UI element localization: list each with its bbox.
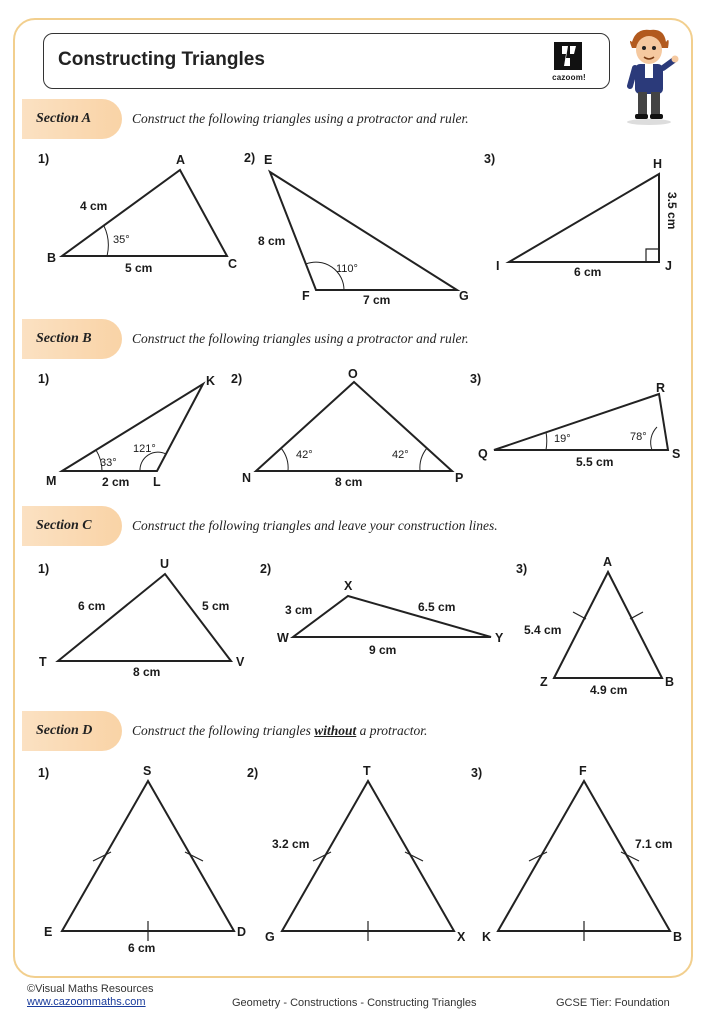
vertex-label: G (265, 930, 275, 944)
vertex-label: K (482, 930, 492, 944)
vertex-label: S (143, 764, 152, 778)
side-label: 7 cm (363, 293, 391, 307)
side-label: 2 cm (102, 475, 130, 489)
section-b-instruction: Construct the following triangles using a protractor and ruler. (132, 331, 469, 346)
angle-arc-b2-n (281, 448, 288, 471)
vertex-label: X (457, 930, 466, 944)
vertex-label: B (673, 930, 683, 944)
section-b-label: Section B (36, 331, 92, 346)
angle-arc-b3-s (651, 427, 657, 450)
side-label: 8 cm (258, 234, 286, 248)
side-label: 3 cm (285, 603, 313, 617)
vertex-label: H (653, 157, 663, 171)
vertex-label: A (603, 555, 613, 569)
vertex-label: M (46, 474, 57, 488)
section-d-label: Section D (36, 723, 93, 738)
side-label: 7.1 cm (635, 837, 673, 851)
triangle-b1 (62, 384, 203, 471)
angle-label: 19° (554, 433, 571, 445)
tick-mark-c3-left (573, 612, 586, 619)
q-num-a2: 2) (244, 151, 256, 165)
triangle-a2 (270, 172, 457, 290)
q-num-a3: 3) (484, 152, 496, 166)
vertex-label: E (44, 925, 53, 939)
vertex-label: G (459, 289, 469, 303)
vertex-label: A (176, 153, 186, 167)
vertex-label: F (302, 289, 310, 303)
vertex-label: U (160, 557, 170, 571)
side-label: 6.5 cm (418, 600, 456, 614)
side-label: 9 cm (369, 643, 397, 657)
angle-label: 42° (296, 449, 313, 461)
triangle-d1 (62, 781, 234, 931)
triangle-b2 (256, 382, 452, 471)
angle-label: 121° (133, 443, 156, 455)
side-label: 5.4 cm (524, 623, 562, 637)
footer-tier: GCSE Tier: Foundation (556, 997, 670, 1009)
side-label: 5 cm (125, 261, 153, 275)
side-label: 4 cm (80, 199, 108, 213)
vertex-label: O (348, 367, 358, 381)
angle-arc-b2-p (420, 448, 427, 471)
side-label: 5.5 cm (576, 455, 614, 469)
angle-label: 110° (336, 263, 358, 275)
right-angle-mark-a3 (646, 249, 659, 262)
q-num-c2: 2) (260, 562, 272, 576)
vertex-label: F (579, 764, 587, 778)
triangle-c1 (58, 574, 231, 661)
vertex-label: I (496, 259, 500, 273)
side-label: 6 cm (574, 265, 602, 279)
q-num-d1: 1) (38, 766, 50, 780)
vertex-label: B (47, 251, 57, 265)
vertex-label: L (153, 475, 161, 489)
side-label: 3.2 cm (272, 837, 310, 851)
triangle-c2 (293, 596, 491, 637)
vertex-label: E (264, 153, 273, 167)
angle-label: 35° (113, 234, 130, 246)
triangle-a1 (62, 170, 227, 256)
angle-arc-a1 (104, 226, 108, 256)
vertex-label: W (277, 631, 289, 645)
q-num-d2: 2) (247, 766, 259, 780)
vertex-label: P (455, 471, 464, 485)
section-c-label: Section C (36, 518, 92, 533)
q-num-c3: 3) (516, 562, 528, 576)
q-num-b3: 3) (470, 372, 482, 386)
side-label: 8 cm (133, 665, 161, 679)
angle-arc-b3-q (546, 432, 547, 450)
vertex-label: Q (478, 447, 488, 461)
angle-label: 78° (630, 431, 647, 443)
footer-topic: Geometry - Constructions - Constructing Triangles (232, 997, 477, 1009)
vertex-label: X (344, 579, 353, 593)
vertex-label: B (665, 675, 675, 689)
angle-label: 42° (392, 449, 409, 461)
vertex-label: Y (495, 631, 504, 645)
section-a-instruction: Construct the following triangles using a protractor and ruler. (132, 111, 469, 126)
q-num-a1: 1) (38, 152, 50, 166)
side-label: 4.9 cm (590, 683, 628, 697)
vertex-label: N (242, 471, 252, 485)
vertex-label: D (237, 925, 247, 939)
section-a-label: Section A (36, 111, 92, 126)
vertex-label: K (206, 374, 216, 388)
side-label: 5 cm (202, 599, 230, 613)
vertex-label: C (228, 257, 238, 271)
q-num-b1: 1) (38, 372, 50, 386)
tick-mark-c3-right (630, 612, 643, 619)
q-num-c1: 1) (38, 562, 50, 576)
vertex-label: Z (540, 675, 548, 689)
vertex-label: V (236, 655, 245, 669)
section-c-instruction: Construct the following triangles and leave your construction lines. (132, 518, 498, 533)
triangle-d3 (498, 781, 673, 931)
triangle-a3 (509, 174, 659, 262)
logo-text: cazoom! (552, 73, 586, 82)
footer-copyright: ©Visual Maths Resources (27, 983, 154, 995)
vertex-label: T (39, 655, 47, 669)
side-label: 8 cm (335, 475, 363, 489)
vertex-label: T (363, 764, 371, 778)
page-title: Constructing Triangles (58, 49, 265, 70)
q-num-d3: 3) (471, 766, 483, 780)
vertex-label: J (665, 259, 672, 273)
triangle-c3 (554, 572, 662, 678)
triangle-d2 (282, 781, 454, 931)
angle-label: 33° (100, 457, 117, 469)
side-label: 6 cm (128, 941, 156, 955)
section-d-instruction: Construct the following triangles without a protractor. (132, 723, 428, 738)
vertex-label: S (672, 447, 681, 461)
footer-website-link[interactable]: www.cazoommaths.com (27, 996, 146, 1008)
q-num-b2: 2) (231, 372, 243, 386)
side-label: 3.5 cm (665, 192, 679, 230)
side-label: 6 cm (78, 599, 106, 613)
vertex-label: R (656, 381, 666, 395)
